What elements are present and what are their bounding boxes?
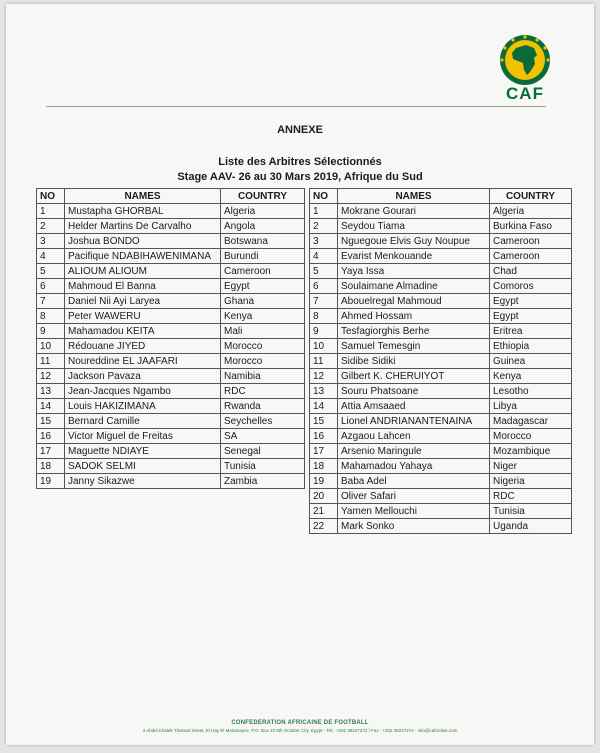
table-row [310, 429, 572, 444]
cell-country: Tunisia [221, 459, 305, 474]
cell-no: 13 [310, 384, 338, 399]
cell-country: Angola [221, 219, 305, 234]
cell-no: 16 [310, 429, 338, 444]
cell-no: 17 [310, 444, 338, 459]
cell-no: 15 [310, 414, 338, 429]
table-row [310, 369, 572, 384]
cell-country: Botswana [221, 234, 305, 249]
cell-country: Zambia [221, 474, 305, 489]
cell-country: Libya [490, 399, 572, 414]
cell-name: Mahamadou KEITA [65, 324, 221, 339]
table-row [37, 204, 305, 219]
table-row [310, 204, 572, 219]
cell-country: Namibia [221, 369, 305, 384]
cell-no: 4 [310, 249, 338, 264]
cell-country: Ghana [221, 294, 305, 309]
cell-country: Morocco [221, 339, 305, 354]
cell-name: Helder Martins De Carvalho [65, 219, 221, 234]
cell-country: Seychelles [221, 414, 305, 429]
table-row [37, 444, 305, 459]
cell-no: 7 [310, 294, 338, 309]
cell-no: 6 [310, 279, 338, 294]
cell-name: Attia Amsaaed [338, 399, 490, 414]
cell-no: 6 [37, 279, 65, 294]
table-row [37, 309, 305, 324]
cell-country: Mozambique [490, 444, 572, 459]
table-row [310, 399, 572, 414]
table-row [37, 399, 305, 414]
header-names: NAMES [65, 189, 221, 204]
table-header-row [310, 189, 572, 204]
table-row [310, 354, 572, 369]
cell-no: 12 [310, 369, 338, 384]
footer [6, 720, 594, 733]
cell-name: Soulaimane Almadine [338, 279, 490, 294]
table-row [37, 264, 305, 279]
table-row [310, 264, 572, 279]
cell-no: 10 [37, 339, 65, 354]
table-row [37, 234, 305, 249]
table-row [310, 294, 572, 309]
caf-logo [492, 34, 558, 106]
table-row [37, 354, 305, 369]
table-header-row [37, 189, 305, 204]
cell-no: 13 [37, 384, 65, 399]
cell-country: Lesotho [490, 384, 572, 399]
cell-name: Mahamadou Yahaya [338, 459, 490, 474]
cell-name: Joshua BONDO [65, 234, 221, 249]
cell-name: Souru Phatsoane [338, 384, 490, 399]
cell-no: 3 [310, 234, 338, 249]
cell-name: Jackson Pavaza [65, 369, 221, 384]
cell-country: Algeria [221, 204, 305, 219]
cell-name: Louis HAKIZIMANA [65, 399, 221, 414]
cell-no: 9 [37, 324, 65, 339]
table-row [37, 369, 305, 384]
cell-name: Lionel ANDRIANANTENAINA [338, 414, 490, 429]
cell-country: RDC [221, 384, 305, 399]
cell-no: 1 [310, 204, 338, 219]
cell-name: Gilbert K. CHERUIYOT [338, 369, 490, 384]
cell-country: Egypt [490, 294, 572, 309]
table-row [37, 339, 305, 354]
cell-country: Ethiopia [490, 339, 572, 354]
cell-name: Victor Miguel de Freitas [65, 429, 221, 444]
cell-no: 7 [37, 294, 65, 309]
cell-name: Mustapha GHORBAL [65, 204, 221, 219]
cell-name: ALIOUM ALIOUM [65, 264, 221, 279]
cell-no: 5 [310, 264, 338, 279]
cell-name: SADOK SELMI [65, 459, 221, 474]
cell-name: Evarist Menkouande [338, 249, 490, 264]
cell-country: RDC [490, 489, 572, 504]
table-row [310, 504, 572, 519]
cell-name: Arsenio Maringule [338, 444, 490, 459]
cell-country: SA [221, 429, 305, 444]
table-row [310, 339, 572, 354]
document-page [6, 4, 594, 745]
cell-country: Eritrea [490, 324, 572, 339]
cell-country: Mali [221, 324, 305, 339]
cell-no: 14 [310, 399, 338, 414]
cell-country: Niger [490, 459, 572, 474]
table-row [37, 414, 305, 429]
table-row [310, 309, 572, 324]
cell-name: Ahmed Hossam [338, 309, 490, 324]
cell-country: Comoros [490, 279, 572, 294]
table-row [310, 279, 572, 294]
cell-country: Chad [490, 264, 572, 279]
table-row [310, 414, 572, 429]
cell-name: Mahmoud El Banna [65, 279, 221, 294]
cell-no: 2 [310, 219, 338, 234]
table-row [310, 219, 572, 234]
cell-no: 19 [310, 474, 338, 489]
cell-name: Mokrane Gourari [338, 204, 490, 219]
list-title: Liste des Arbitres Sélectionnés [218, 156, 382, 168]
cell-name: Yamen Mellouchi [338, 504, 490, 519]
cell-no: 1 [37, 204, 65, 219]
table-row [310, 459, 572, 474]
footer-organization: CONFEDERATION AFRICAINE DE FOOTBALL [231, 720, 369, 726]
table-row [310, 444, 572, 459]
cell-name: Mark Sonko [338, 519, 490, 534]
header-country: COUNTRY [490, 189, 572, 204]
annexe-heading: ANNEXE [277, 124, 323, 136]
table-row [310, 324, 572, 339]
cell-country: Tunisia [490, 504, 572, 519]
table-row [37, 279, 305, 294]
cell-name: Sidibe Sidiki [338, 354, 490, 369]
cell-country: Nigeria [490, 474, 572, 489]
cell-name: Abouelregal Mahmoud [338, 294, 490, 309]
cell-name: Seydou Tiama [338, 219, 490, 234]
cell-country: Guinea [490, 354, 572, 369]
cell-country: Burundi [221, 249, 305, 264]
table-row [37, 249, 305, 264]
caf-africa-logo-icon [492, 34, 558, 86]
cell-no: 15 [37, 414, 65, 429]
cell-no: 21 [310, 504, 338, 519]
cell-country: Rwanda [221, 399, 305, 414]
header-country: COUNTRY [221, 189, 305, 204]
cell-country: Kenya [221, 309, 305, 324]
cell-name: Jean-Jacques Ngambo [65, 384, 221, 399]
cell-name: Yaya Issa [338, 264, 490, 279]
stage-subtitle: Stage AAV- 26 au 30 Mars 2019, Afrique du Sud [177, 171, 423, 183]
cell-name: Peter WAWERU [65, 309, 221, 324]
cell-country: Egypt [490, 309, 572, 324]
cell-name: Noureddine EL JAAFARI [65, 354, 221, 369]
cell-name: Daniel Nii Ayi Laryea [65, 294, 221, 309]
cell-name: Maguette NDIAYE [65, 444, 221, 459]
cell-no: 22 [310, 519, 338, 534]
cell-name: Rédouane JIYED [65, 339, 221, 354]
cell-name: Samuel Temesgin [338, 339, 490, 354]
table-row [37, 429, 305, 444]
cell-name: Pacifique NDABIHAWENIMANA [65, 249, 221, 264]
cell-country: Burkina Faso [490, 219, 572, 234]
header-no: NO [310, 189, 338, 204]
cell-no: 12 [37, 369, 65, 384]
cell-name: Baba Adel [338, 474, 490, 489]
table-row [310, 489, 572, 504]
table-row [310, 234, 572, 249]
cell-name: Janny Sikazwe [65, 474, 221, 489]
cell-no: 11 [37, 354, 65, 369]
footer-address: 3 Abdel Khalek Tharwat Street, El Hay El Motamayez, P.O. Box 23 6th October City, Egypt - Tel.: +202 38247272 / Fax : +202 38247274 - info@cafonline.com [142, 728, 458, 733]
cell-country: Morocco [490, 429, 572, 444]
cell-country: Morocco [221, 354, 305, 369]
table-row [37, 324, 305, 339]
cell-no: 20 [310, 489, 338, 504]
cell-no: 5 [37, 264, 65, 279]
cell-no: 14 [37, 399, 65, 414]
cell-country: Cameroon [221, 264, 305, 279]
header-divider [46, 106, 546, 107]
caf-logo-text: CAF [506, 84, 544, 103]
table-row [37, 384, 305, 399]
table-row [310, 474, 572, 489]
cell-country: Egypt [221, 279, 305, 294]
referees-table-left [36, 188, 305, 489]
cell-no: 8 [310, 309, 338, 324]
table-row [310, 384, 572, 399]
cell-name: Nguegoue Elvis Guy Noupue [338, 234, 490, 249]
cell-name: Oliver Safari [338, 489, 490, 504]
cell-no: 9 [310, 324, 338, 339]
cell-no: 3 [37, 234, 65, 249]
cell-country: Cameroon [490, 249, 572, 264]
header-names: NAMES [338, 189, 490, 204]
cell-no: 4 [37, 249, 65, 264]
cell-country: Uganda [490, 519, 572, 534]
cell-name: Tesfagiorghis Berhe [338, 324, 490, 339]
cell-no: 19 [37, 474, 65, 489]
table-row [310, 249, 572, 264]
cell-country: Madagascar [490, 414, 572, 429]
cell-no: 8 [37, 309, 65, 324]
cell-no: 17 [37, 444, 65, 459]
table-row [37, 459, 305, 474]
cell-no: 18 [37, 459, 65, 474]
cell-name: Bernard Camille [65, 414, 221, 429]
cell-country: Kenya [490, 369, 572, 384]
cell-name: Azgaou Lahcen [338, 429, 490, 444]
cell-country: Cameroon [490, 234, 572, 249]
cell-no: 2 [37, 219, 65, 234]
cell-no: 18 [310, 459, 338, 474]
header-no: NO [37, 189, 65, 204]
cell-no: 11 [310, 354, 338, 369]
cell-country: Algeria [490, 204, 572, 219]
referees-table-right [309, 188, 572, 534]
cell-country: Senegal [221, 444, 305, 459]
table-row [37, 219, 305, 234]
table-row [37, 474, 305, 489]
cell-no: 10 [310, 339, 338, 354]
cell-no: 16 [37, 429, 65, 444]
table-row [310, 519, 572, 534]
table-row [37, 294, 305, 309]
